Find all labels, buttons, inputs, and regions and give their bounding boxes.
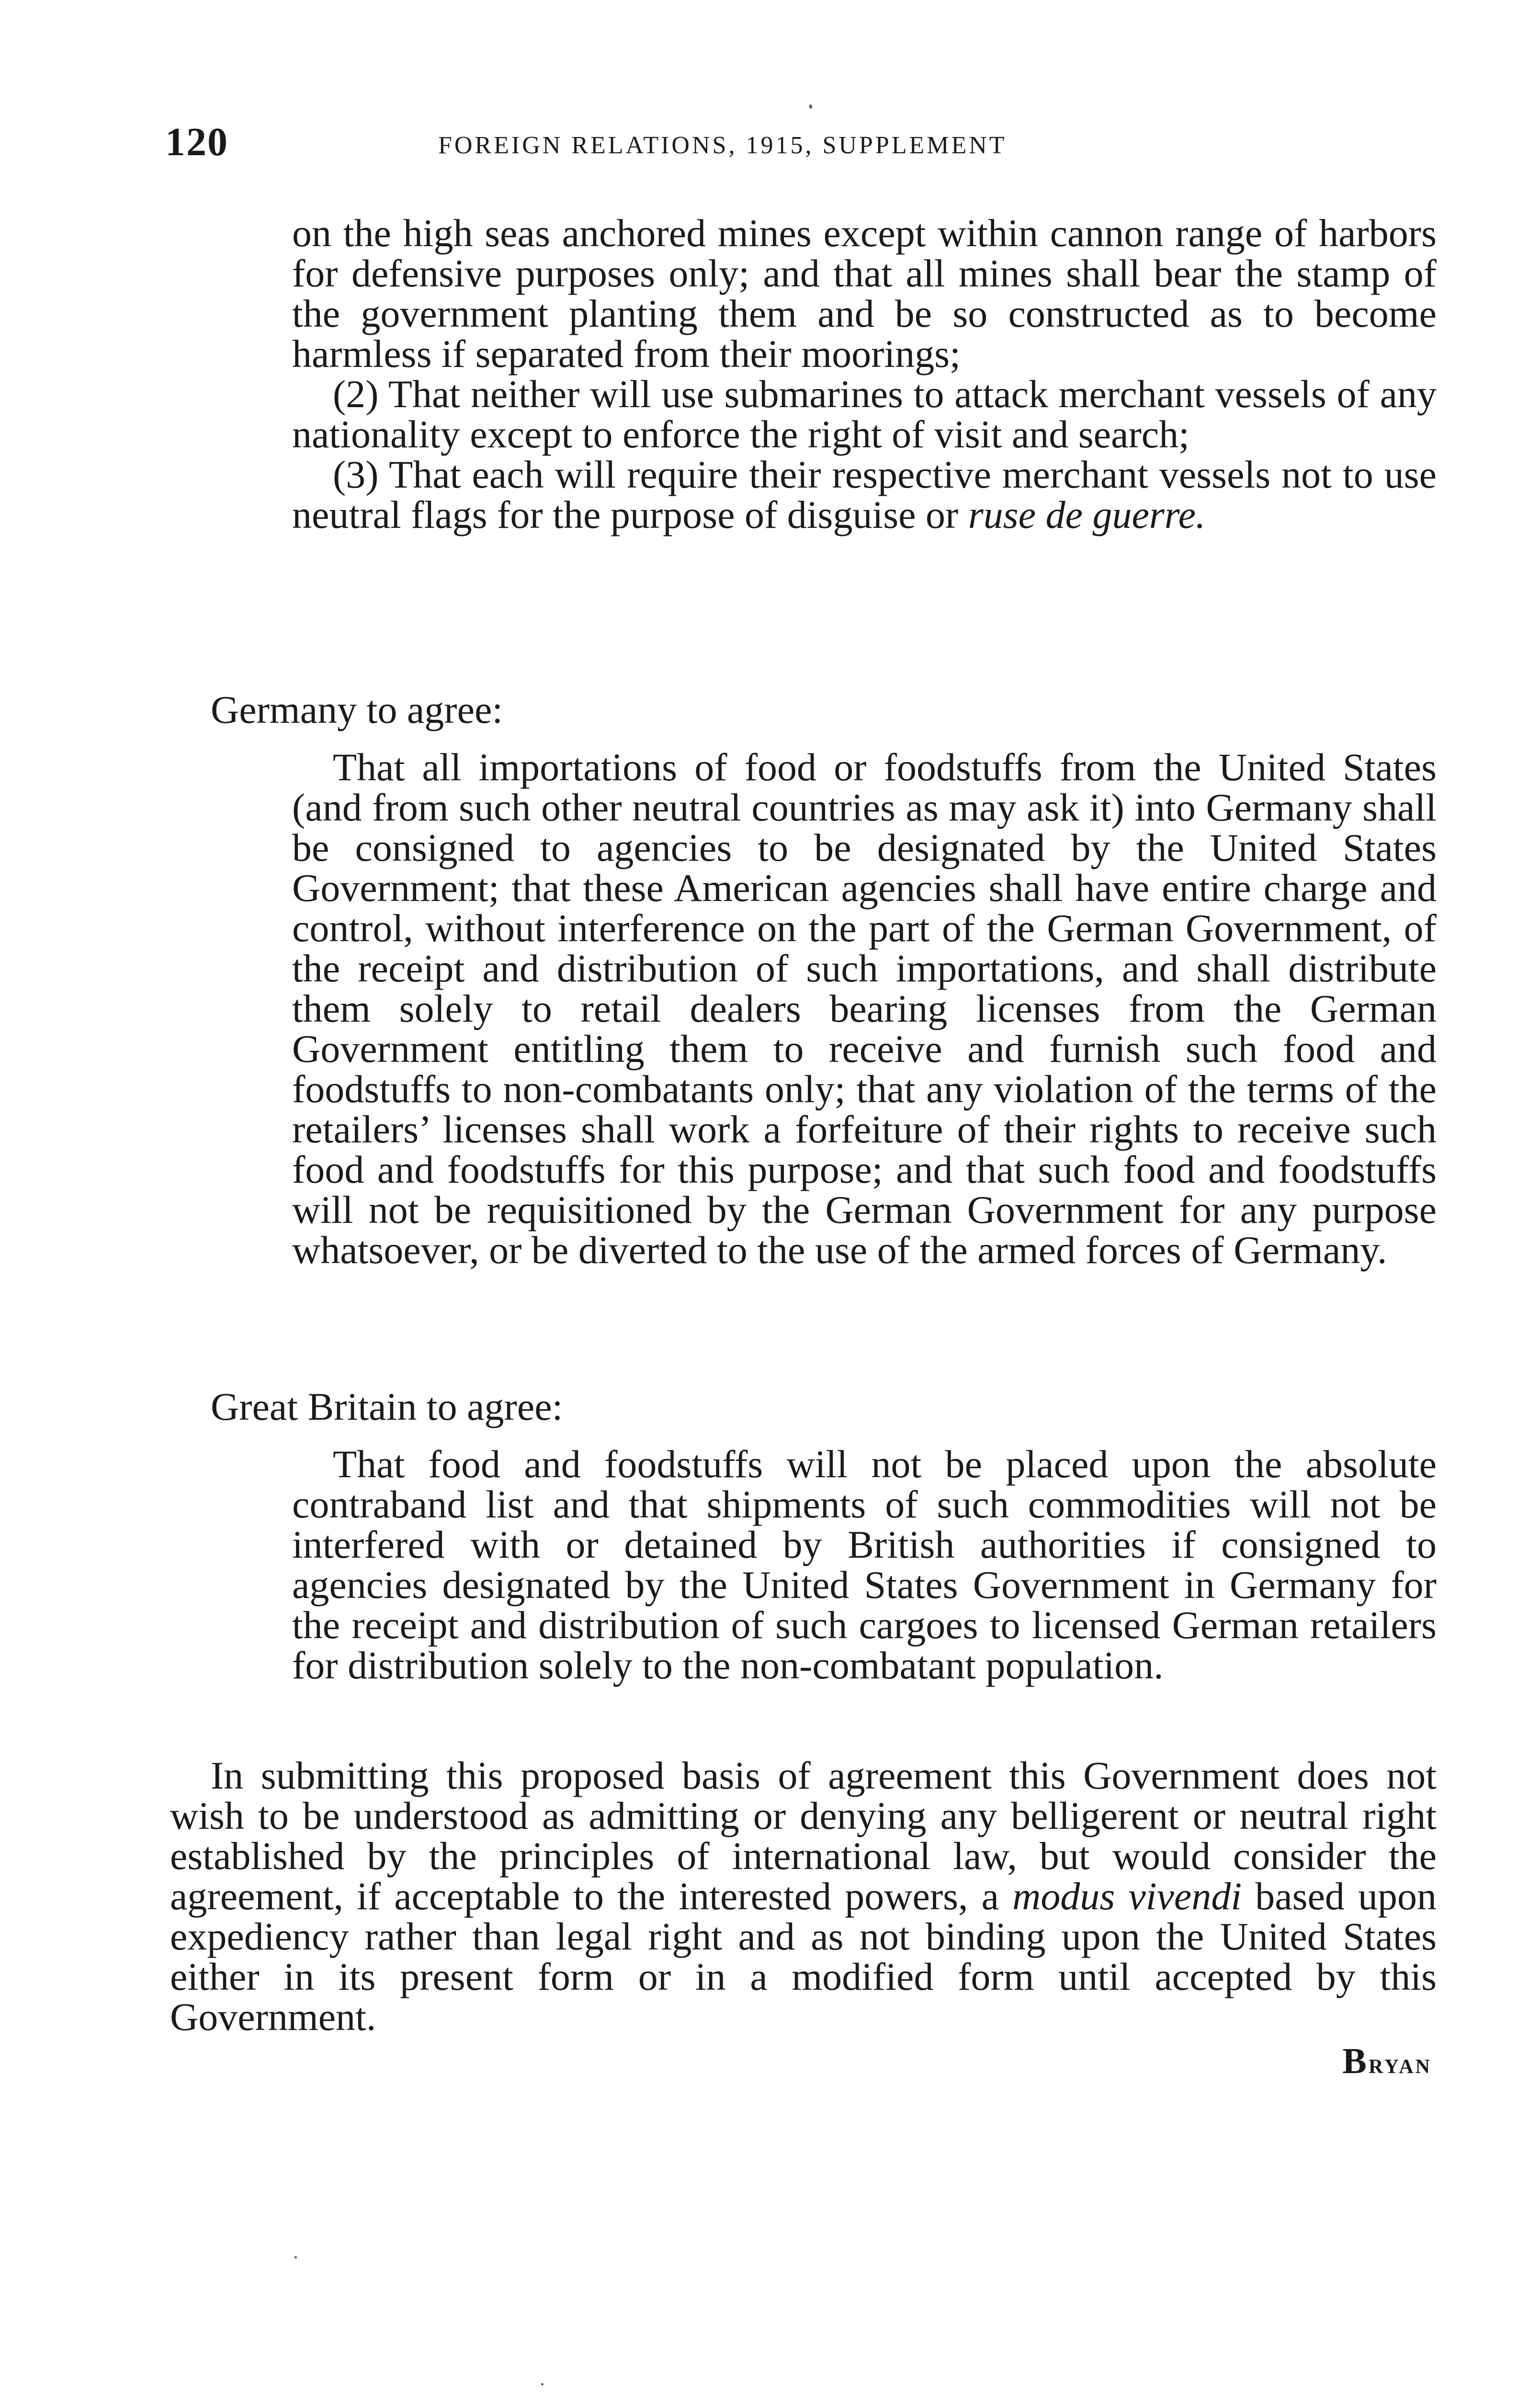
closing-italic: modus vivendi xyxy=(1012,1874,1242,1918)
closing-paragraph xyxy=(170,1756,1437,2037)
signature-rest: ryan xyxy=(1369,2048,1432,2079)
closing-block xyxy=(170,1756,1437,2037)
running-head xyxy=(165,119,1434,176)
treaty-terms-block xyxy=(292,213,1437,535)
item-2-paragraph: (2) That neither will use submarines to attack merchant vessels of any nationality except to enforce the right of visit and search; xyxy=(292,372,1437,456)
germany-block xyxy=(292,747,1437,1270)
print-speck xyxy=(294,2256,297,2258)
running-title: FOREIGN RELATIONS, 1915, SUPPLEMENT xyxy=(438,132,1007,159)
print-speck xyxy=(541,2383,544,2385)
closing-text-end: based upon expediency rather than legal right and as not binding upon the United States either in its present form or in a modified form until accepted by this Government. xyxy=(170,1874,1437,2039)
signature xyxy=(1269,2041,1432,2082)
item-3-italic: ruse de guerre. xyxy=(968,493,1206,536)
great-britain-heading: Great Britain to agree: xyxy=(211,1385,563,1428)
continuation-paragraph: on the high seas anchored mines except within cannon range of harbors for defensive purposes only; and that all mines shall bear the stamp of the government planting them and be so constructed as to become harmless if separated from their moorings; xyxy=(292,211,1437,376)
signature-initial: B xyxy=(1342,2041,1369,2081)
closing-text-start: In submitting this proposed basis of agreement this Government does not wish to be understood as admitting or denying any belligerent or neutral right established by the principles of international law, but would consider the agreement, if acceptable to the interested powers, a xyxy=(170,1754,1437,1918)
great-britain-block xyxy=(292,1444,1437,1686)
item-3-paragraph xyxy=(292,455,1437,535)
print-speck xyxy=(809,104,812,109)
page-number: 120 xyxy=(165,120,228,164)
great-britain-paragraph: That food and foodstuffs will not be placed upon the absolute contraband list and that shipments of such commodities will not be interfered with or detained by British authorities if consigned to agencies designated by the United States Government in Germany for the receipt and distribution of such cargoes to licensed German retailers for distribution solely to the non-combatant population. xyxy=(292,1442,1437,1687)
item-3-text: (3) That each will require their respective merchant vessels not to use neutral flags for the purpose of disguise or xyxy=(292,453,1437,536)
germany-heading: Germany to agree: xyxy=(211,688,503,731)
germany-paragraph: That all importations of food or foodstuffs from the United States (and from such other neutral countries as may ask it) into Germany shall be consigned to agencies to be designated by the United States Government; that these American agencies shall have entire charge and control, without interference on the part of the German Government, of the receipt and distribution of such importations, and shall distribute them solely to retail dealers bearing licenses from the German Government entitling them to receive and furnish such food and foodstuffs to non-combatants only; that any violation of the terms of the retailers’ licenses shall work a forfeiture of their rights to receive such food and foodstuffs for this purpose; and that such food and foodstuffs will not be requisitioned by the German Government for any purpose whatsoever, or be diverted to the use of the armed forces of Germany. xyxy=(292,745,1437,1272)
